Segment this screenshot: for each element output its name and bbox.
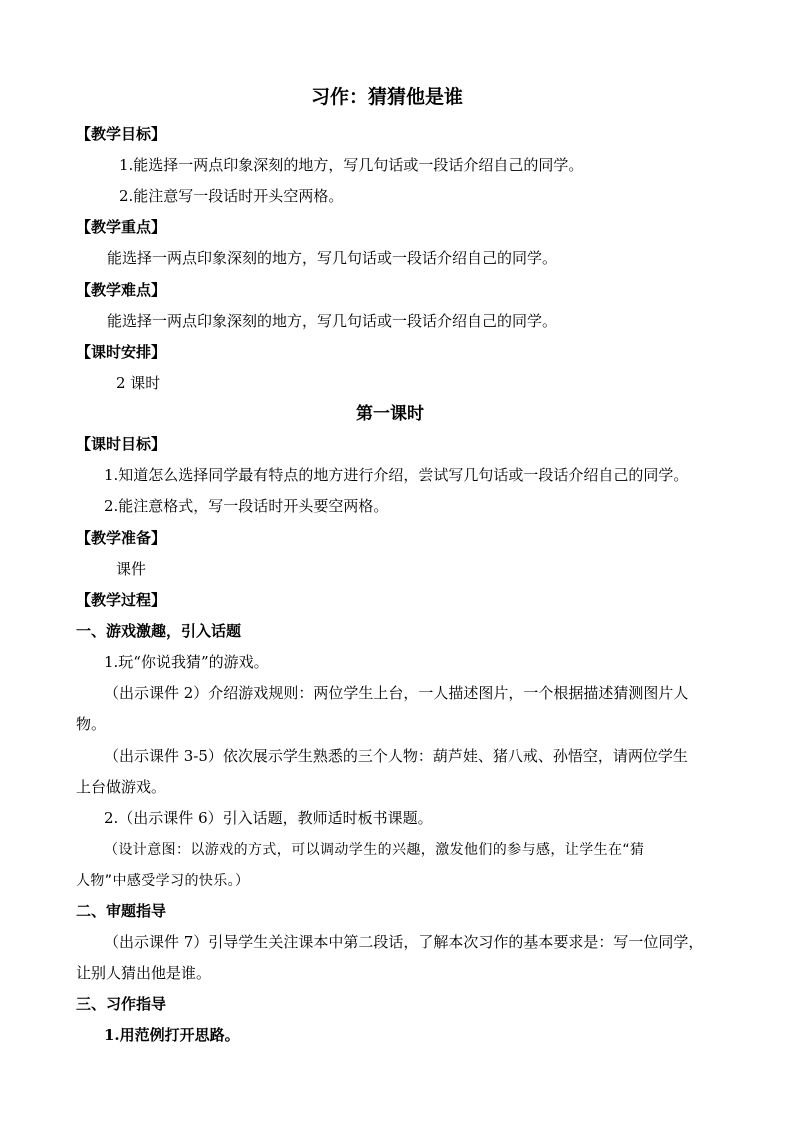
process-step-3b: 上台做游戏。 [76,778,167,796]
lesson-goal-2: 2.能注意格式，写一段话时开头要空两格。 [104,497,389,515]
lesson-goal-heading: 【课时目标】 [76,435,167,453]
difficulty-heading: 【教学难点】 [76,281,167,299]
page-title: 习作：猜猜他是谁 [311,86,464,108]
schedule-heading: 【课时安排】 [76,343,167,361]
process-step-1: 1.玩“你说我猜”的游戏。 [104,653,269,671]
part2-heading: 二、审题指导 [76,902,167,920]
teaching-goal-2: 2.能注意写一段话时开头空两格。 [119,187,344,205]
part3-step-1: 1.用范例打开思路。 [104,1026,240,1044]
process-step-4: 2.（出示课件 6）引入话题，教师适时板书课题。 [104,809,433,827]
key-point-heading: 【教学重点】 [76,218,167,236]
process-step-3a: （出示课件 3-5）依次展示学生熟悉的三个人物：葫芦娃、猪八戒、孙悟空，请两位学生 [104,747,688,765]
part2-text-b: 让别人猜出他是谁。 [76,964,212,982]
preparation-text: 课件 [116,560,147,578]
part1-heading: 一、游戏激趣，引入话题 [76,622,242,640]
process-step-2b: 物。 [76,715,107,733]
part2-text-a: （出示课件 7）引导学生关注课本中第二段话，了解本次习作的基本要求是：写一位同学， [104,933,704,951]
design-intent-a: （设计意图：以游戏的方式，可以调动学生的兴趣，激发他们的参与感，让学生在“猜 [104,842,645,858]
design-intent-b: 人物”中感受学习的快乐。） [76,873,250,889]
preparation-heading: 【教学准备】 [76,529,167,547]
lesson-goal-1: 1.知道怎么选择同学最有特点的地方进行介绍，尝试写几句话或一段话介绍自己的同学。 [104,466,689,484]
lesson-title: 第一课时 [356,404,424,424]
teaching-goal-heading: 【教学目标】 [76,125,167,143]
schedule-text: 2 课时 [116,374,161,392]
part3-heading: 三、习作指导 [76,995,167,1013]
key-point-text: 能选择一两点印象深刻的地方，写几句话或一段话介绍自己的同学。 [107,249,558,267]
process-heading: 【教学过程】 [76,591,167,609]
difficulty-text: 能选择一两点印象深刻的地方，写几句话或一段话介绍自己的同学。 [107,312,558,330]
teaching-goal-1: 1.能选择一两点印象深刻的地方，写几句话或一段话介绍自己的同学。 [119,156,584,174]
process-step-2a: （出示课件 2）介绍游戏规则：两位学生上台，一人描述图片，一个根据描述猜测图片人 [104,684,689,702]
